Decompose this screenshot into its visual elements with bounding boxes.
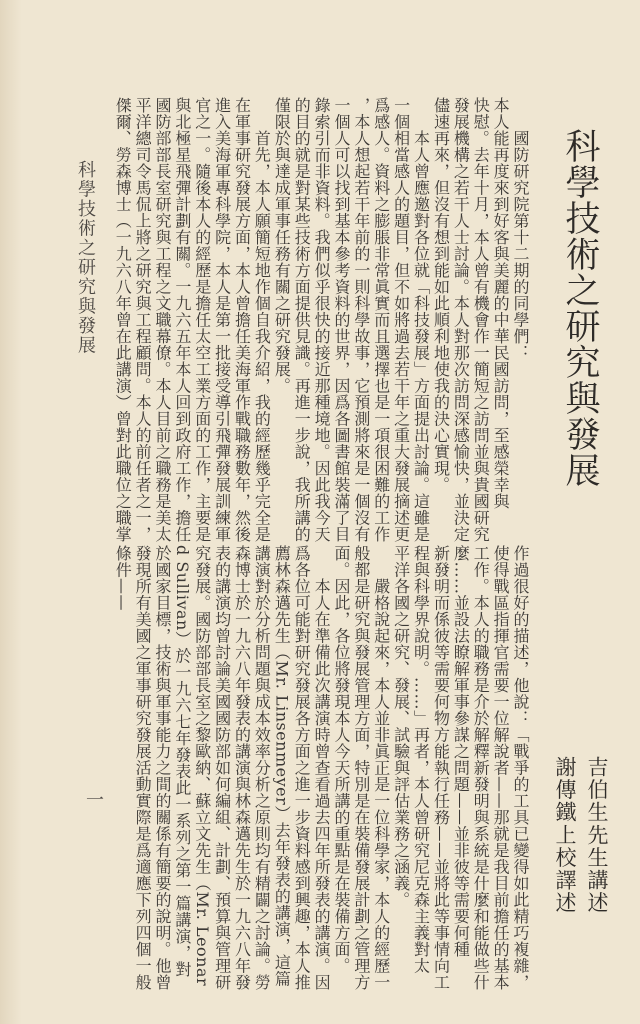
speaker-credit: 吉伯生先生講述 [585, 756, 609, 915]
text-column: 一個相當感人的題目，但不如將過去若干年之重大發展摘述更 [391, 97, 411, 543]
text-column: 作過很好的描述，他說：「戰爭的工具已變得如此精巧複雜， [511, 545, 530, 991]
text-column: 發現所有美國之軍事研究發展活動實際是爲適應下列四個一般 [133, 545, 153, 991]
text-column: 森博士於一九六八年發表的講演與林森邁先生於一九六八年發 [232, 545, 252, 991]
text-column: 本人能再度來到好客與美麗的中華民國訪問，至感榮幸與 [491, 97, 511, 510]
text-column: 進入美海軍專科學院，本人是第一批接受導引飛彈發展訓練軍 [212, 97, 232, 543]
text-column: ，本人想起若干年前的一則科學故事，它預測將來是一個沒有 [351, 97, 371, 543]
text-column: 本人曾應邀對各位就「科技發展」方面提出討論。這雖是 [411, 97, 431, 543]
text-column: 在軍事研究發展方面，本人曾擔任美海軍作戰職務數年，然後 [232, 97, 252, 543]
text-column: 平洋總司令馬侃上將之研究與工程顧問。本人的前任者之一， [133, 97, 153, 543]
text-column: 講演對於分析問題與成本效率分析之原則均有精闢之討論。勞 [252, 545, 272, 991]
text-column: 儘速再來，但沒有想到能如此順利地使我的決心實現。 [431, 97, 451, 493]
article-title: 科學技術之研究與發展 [560, 128, 600, 488]
text-column: 國防研究院第十二期的同學們： [511, 97, 530, 361]
running-header: 科學技術之研究與發展 [75, 160, 96, 355]
text-column: 平洋各國之研究、發展、試驗與評估業務之涵義。 [391, 545, 411, 908]
text-column: 本人在準備此次講演時曾查看過去四年所發表的講演。因 [312, 545, 332, 991]
text-column: d Sullivan）於一九六七年發表此一系列之第一篇講演，對 [172, 545, 192, 978]
page-number: 一 [86, 790, 104, 811]
text-column: 工作。本人的職務是介於解釋新發明與系統是什麼和能做些什 [471, 545, 491, 991]
body-text-lower [112, 545, 530, 1007]
text-column: 於國家目標，技術與軍事能力之間的關係有簡要的說明。他曾 [152, 545, 172, 991]
text-column: 面。因此，各位將發現本人今天所講的重點是在裝備方面。 [331, 545, 351, 974]
text-column: 程與科學界說明。……」再者，本人曾研究尼克森主義對太 [411, 545, 431, 974]
text-column: 爲各位可能對研究發展各方面之進一步資料感到興趣，本人推 [292, 545, 312, 991]
text-column: 一個人可以找到基本參考資料的世界，因爲各圖書館裝滿了目 [331, 97, 351, 543]
text-column: 傑爾、勞森博士（一九六八年曾在此講演）曾對此職位之職掌 [113, 97, 133, 543]
text-column: 發展機構之若干人士討論。本人對那次訪問深感愉快，並決定 [451, 97, 471, 543]
text-column: 麼……並設法瞭解軍事參謀之問題——並非彼等需要何種 [451, 545, 471, 958]
text-column: 究發展。國防部部長室之黎歐納、蘇立文先生（Mr. Leonar [192, 545, 212, 987]
text-column: 國防部部長室研究與工程之文職幕僚。本人目前之職務是美太 [152, 97, 172, 543]
text-column: 快慰。去年十月，本人曾有機會作一簡短之訪問並與貴國研究 [471, 97, 491, 543]
text-column: 般都是研究與發展管理方面，特別是在裝備發展計劃之管理方 [351, 545, 371, 991]
text-column: 官之一。隨後本人的經歷是擔任太空工業方面的工作，主要是 [192, 97, 212, 543]
text-column: 新發明而係彼等需要何物方能執行任務——並將此等事情向工 [431, 545, 451, 991]
page-fold-shadow [0, 0, 22, 1024]
text-column: 的目的就是對某些技術方面提供見識。再進一步說，我所講的 [292, 97, 312, 543]
text-column: 薦林森邁先生（Mr. Linsenmeyer）去年發表的講演，這篇 [272, 545, 292, 987]
text-column: 首先，本人願簡短地作個自我介紹，我的經歷幾乎完全是 [252, 97, 272, 543]
text-column: 表的講演均曾討論美國國防部如何編組、計劃、預算與管理研 [212, 545, 232, 991]
translator-credit: 謝傳鐵上校譯述 [553, 756, 577, 915]
text-column: 錄索引而非資料。我們似乎很快的接近那種境地。因此我今天 [312, 97, 332, 543]
body-text-upper [112, 97, 530, 543]
text-column: 爲感人。資料之膨脹非常眞實而且選擇也是一項很困難的工作 [371, 97, 391, 543]
text-column: 條件—— [113, 545, 133, 611]
text-column: 與北極星飛彈計劃有關。一九六五年本人回到政府工作，擔任 [172, 97, 192, 543]
text-column: 僅限於與達成軍事任務有關之研究發展。 [272, 97, 292, 394]
text-column: 使得戰區指揮官需要一位解說者——那就是我目前擔任的基本 [491, 545, 511, 991]
text-column: 嚴格說起來，本人並非眞正是一位科學家，本人的經歷一 [371, 545, 391, 991]
